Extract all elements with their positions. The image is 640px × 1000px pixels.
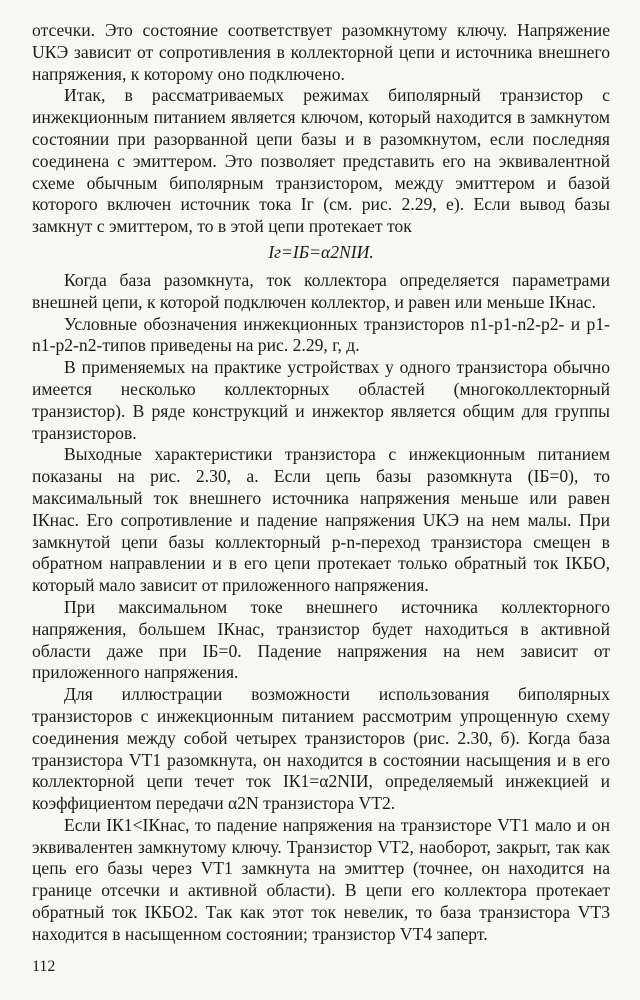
- page-number: 112: [32, 958, 56, 975]
- paragraph-9: Если IК1<IКнас, то падение напряжения на транзисторе VT1 мало и он эквивалентен замкнутому ключу. Транзистор VT2, наоборот, закрыт, так как цепь его базы через VT1 замкнута на эмиттер (точнее, он находится на границе отсечки и активной области). В цепи его коллектора протекает обратный ток IКБО2. Так как этот ток невелик, то база транзистора VT3 находится в насыщенном состоянии; транзистор VT4 заперт.: [32, 814, 610, 944]
- formula: [32, 238, 610, 270]
- paragraph-3: Когда база разомкнута, ток коллектора определяется параметрами внешней цепи, к которой подключен коллектор, и равен или меньше IКнас.: [32, 269, 610, 312]
- paragraph-2: Итак, в рассматриваемых режимах биполярный транзистор с инжекционным питанием является ключом, который находится в замкнутом состоянии при разорванной цепи базы и в разомкнутом, если последняя соединена с эмиттером. Это позволяет представить его на эквивалентной схеме обычным биполярным транзистором, между эмиттером и базой которого включен источник тока Iг (см. рис. 2.29, е). Если вывод базы замкнут с эмиттером, то в этой цепи протекает ток: [32, 85, 610, 237]
- paragraph-1: отсечки. Это состояние соответствует разомкнутому ключу. Напряжение UКЭ зависит от сопротивления в коллекторной цепи и источника внешнего напряжения, к которому оно подключено.: [32, 20, 610, 84]
- paragraph-5: В применяемых на практике устройствах у одного транзистора обычно имеется несколько коллекторных областей (многоколлекторный транзистор). В ряде конструкций и инжектор является общим для группы транзисторов.: [32, 357, 610, 443]
- paragraph-4: Условные обозначения инжекционных транзисторов n1-p1-n2-p2- и p1-n1-p2-n2-типов приведены на рис. 2.29, г, д.: [32, 313, 610, 356]
- formula-text: Iг=IБ=α2NIИ.: [268, 241, 374, 262]
- paragraph-7: При максимальном токе внешнего источника коллекторного напряжения, большем IКнас, транзистор будет находиться в активной области даже при IБ=0. Падение напряжения на нем зависит от приложенного напряжения.: [32, 596, 610, 683]
- paragraph-6: Выходные характеристики транзистора с инжекционным питанием показаны на рис. 2.30, а. Если цепь базы разомкнута (IБ=0), то максимальный ток внешнего источника напряжения меньше или равен IКнас. Его сопротивление и падение напряжения UКЭ на нем малы. При замкнутой цепи базы коллекторный p-n-переход транзистора смещен в обратном направлении и в его цепи протекает только обратный ток IКБО, который мало зависит от приложенного напряжения.: [32, 444, 610, 596]
- paragraph-8: Для иллюстрации возможности использования биполярных транзисторов с инжекционным питанием рассмотрим упрощенную схему соединения между собой четырех транзисторов (рис. 2.30, б). Когда база транзистора VT1 разомкнута, он находится в состоянии насыщения и в его коллекторной цепи течет ток IК1=α2NIИ, определяемый инжекцией и коэффициентом передачи α2N транзистора VT2.: [32, 684, 610, 814]
